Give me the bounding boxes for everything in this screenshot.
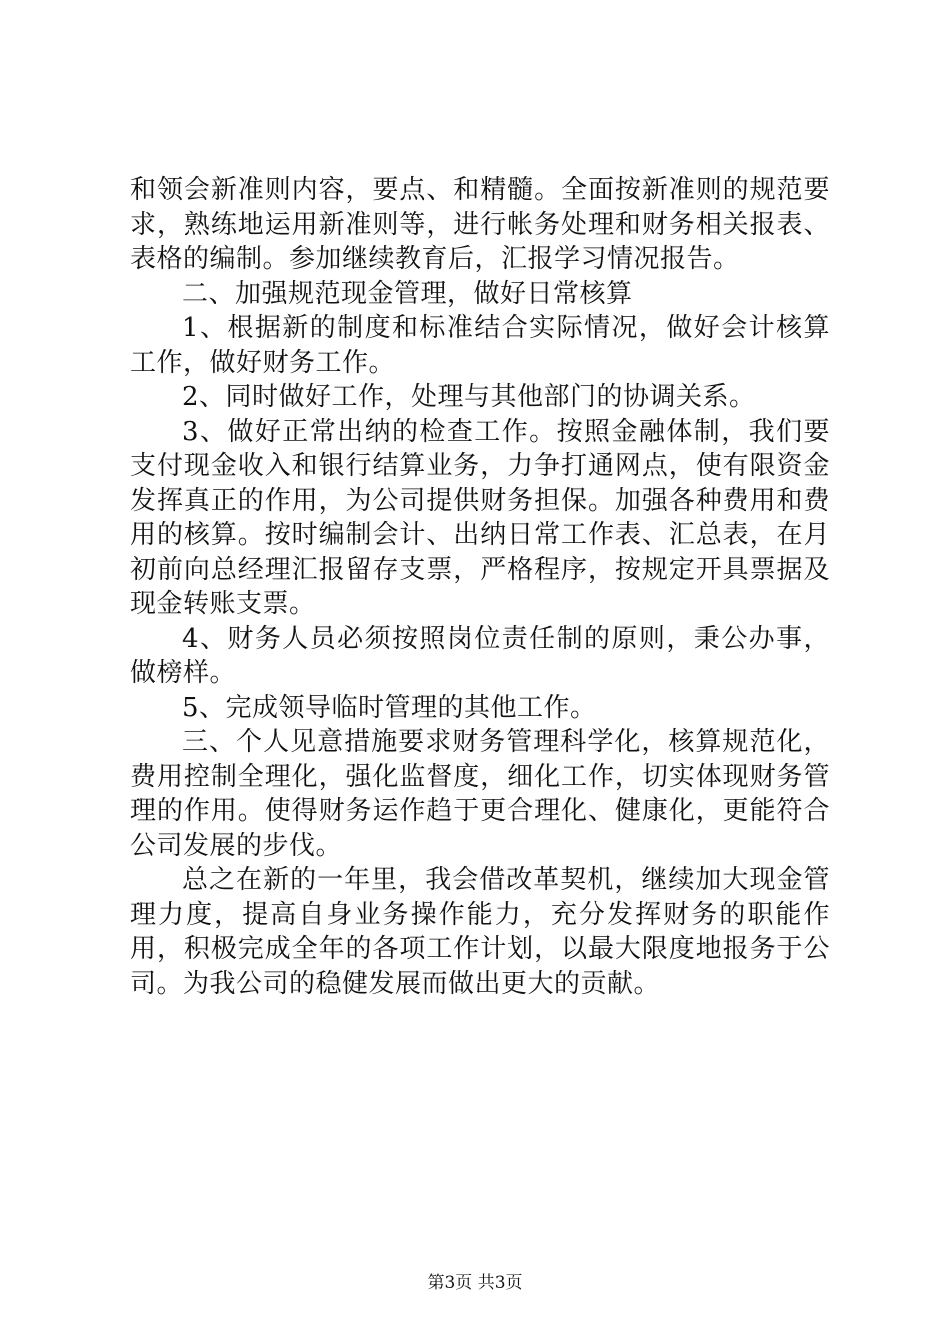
section-three-paragraph: 三、个人见意措施要求财务管理科学化，核算规范化，费用控制全理化，强化监督度，细化工作，切实体现财务管理的作用。使得财务运作趋于更合理化、健康化，更能符合公司发展的步伐。	[130, 727, 830, 861]
paragraph-continuation: 和领会新准则内容，要点、和精髓。全面按新准则的规范要求，熟练地运用新准则等，进行帐务处理和财务相关报表、表格的编制。参加继续教育后，汇报学习情况报告。	[130, 175, 830, 274]
page-number-footer: 第3页 共3页	[427, 1273, 523, 1293]
section-heading-two: 二、加强规范现金管理，做好日常核算	[182, 278, 633, 309]
list-item-2: 2、同时做好工作，处理与其他部门的协调关系。	[182, 382, 756, 412]
list-item-4: 4、财务人员必须按照岗位责任制的原则，秉公办事，做榜样。	[130, 623, 830, 688]
conclusion-paragraph: 总之在新的一年里，我会借改革契机，继续加大现金管理力度，提高自身业务操作能力，充分发挥财务的职能作用，积极完成全年的各项工作计划，以最大限度地报务于公司。为我公司的稳健发展而做出更大的贡献。	[130, 865, 830, 999]
list-item-5: 5、完成领导临时管理的其他工作。	[182, 692, 597, 723]
list-item-3: 3、做好正常出纳的检查工作。按照金融体制，我们要支付现金收入和银行结算业务，力争打通网点，使有限资金发挥真正的作用，为公司提供财务担保。加强各种费用和费用的核算。按时编制会计、出纳日常工作表、汇总表，在月初前向总经理汇报留存支票，严格程序，按规定开具票据及现金转账支票。	[130, 416, 830, 619]
list-item-1: 1、根据新的制度和标准结合实际情况，做好会计核算工作，做好财务工作。	[130, 313, 830, 378]
document-body	[130, 173, 830, 1001]
